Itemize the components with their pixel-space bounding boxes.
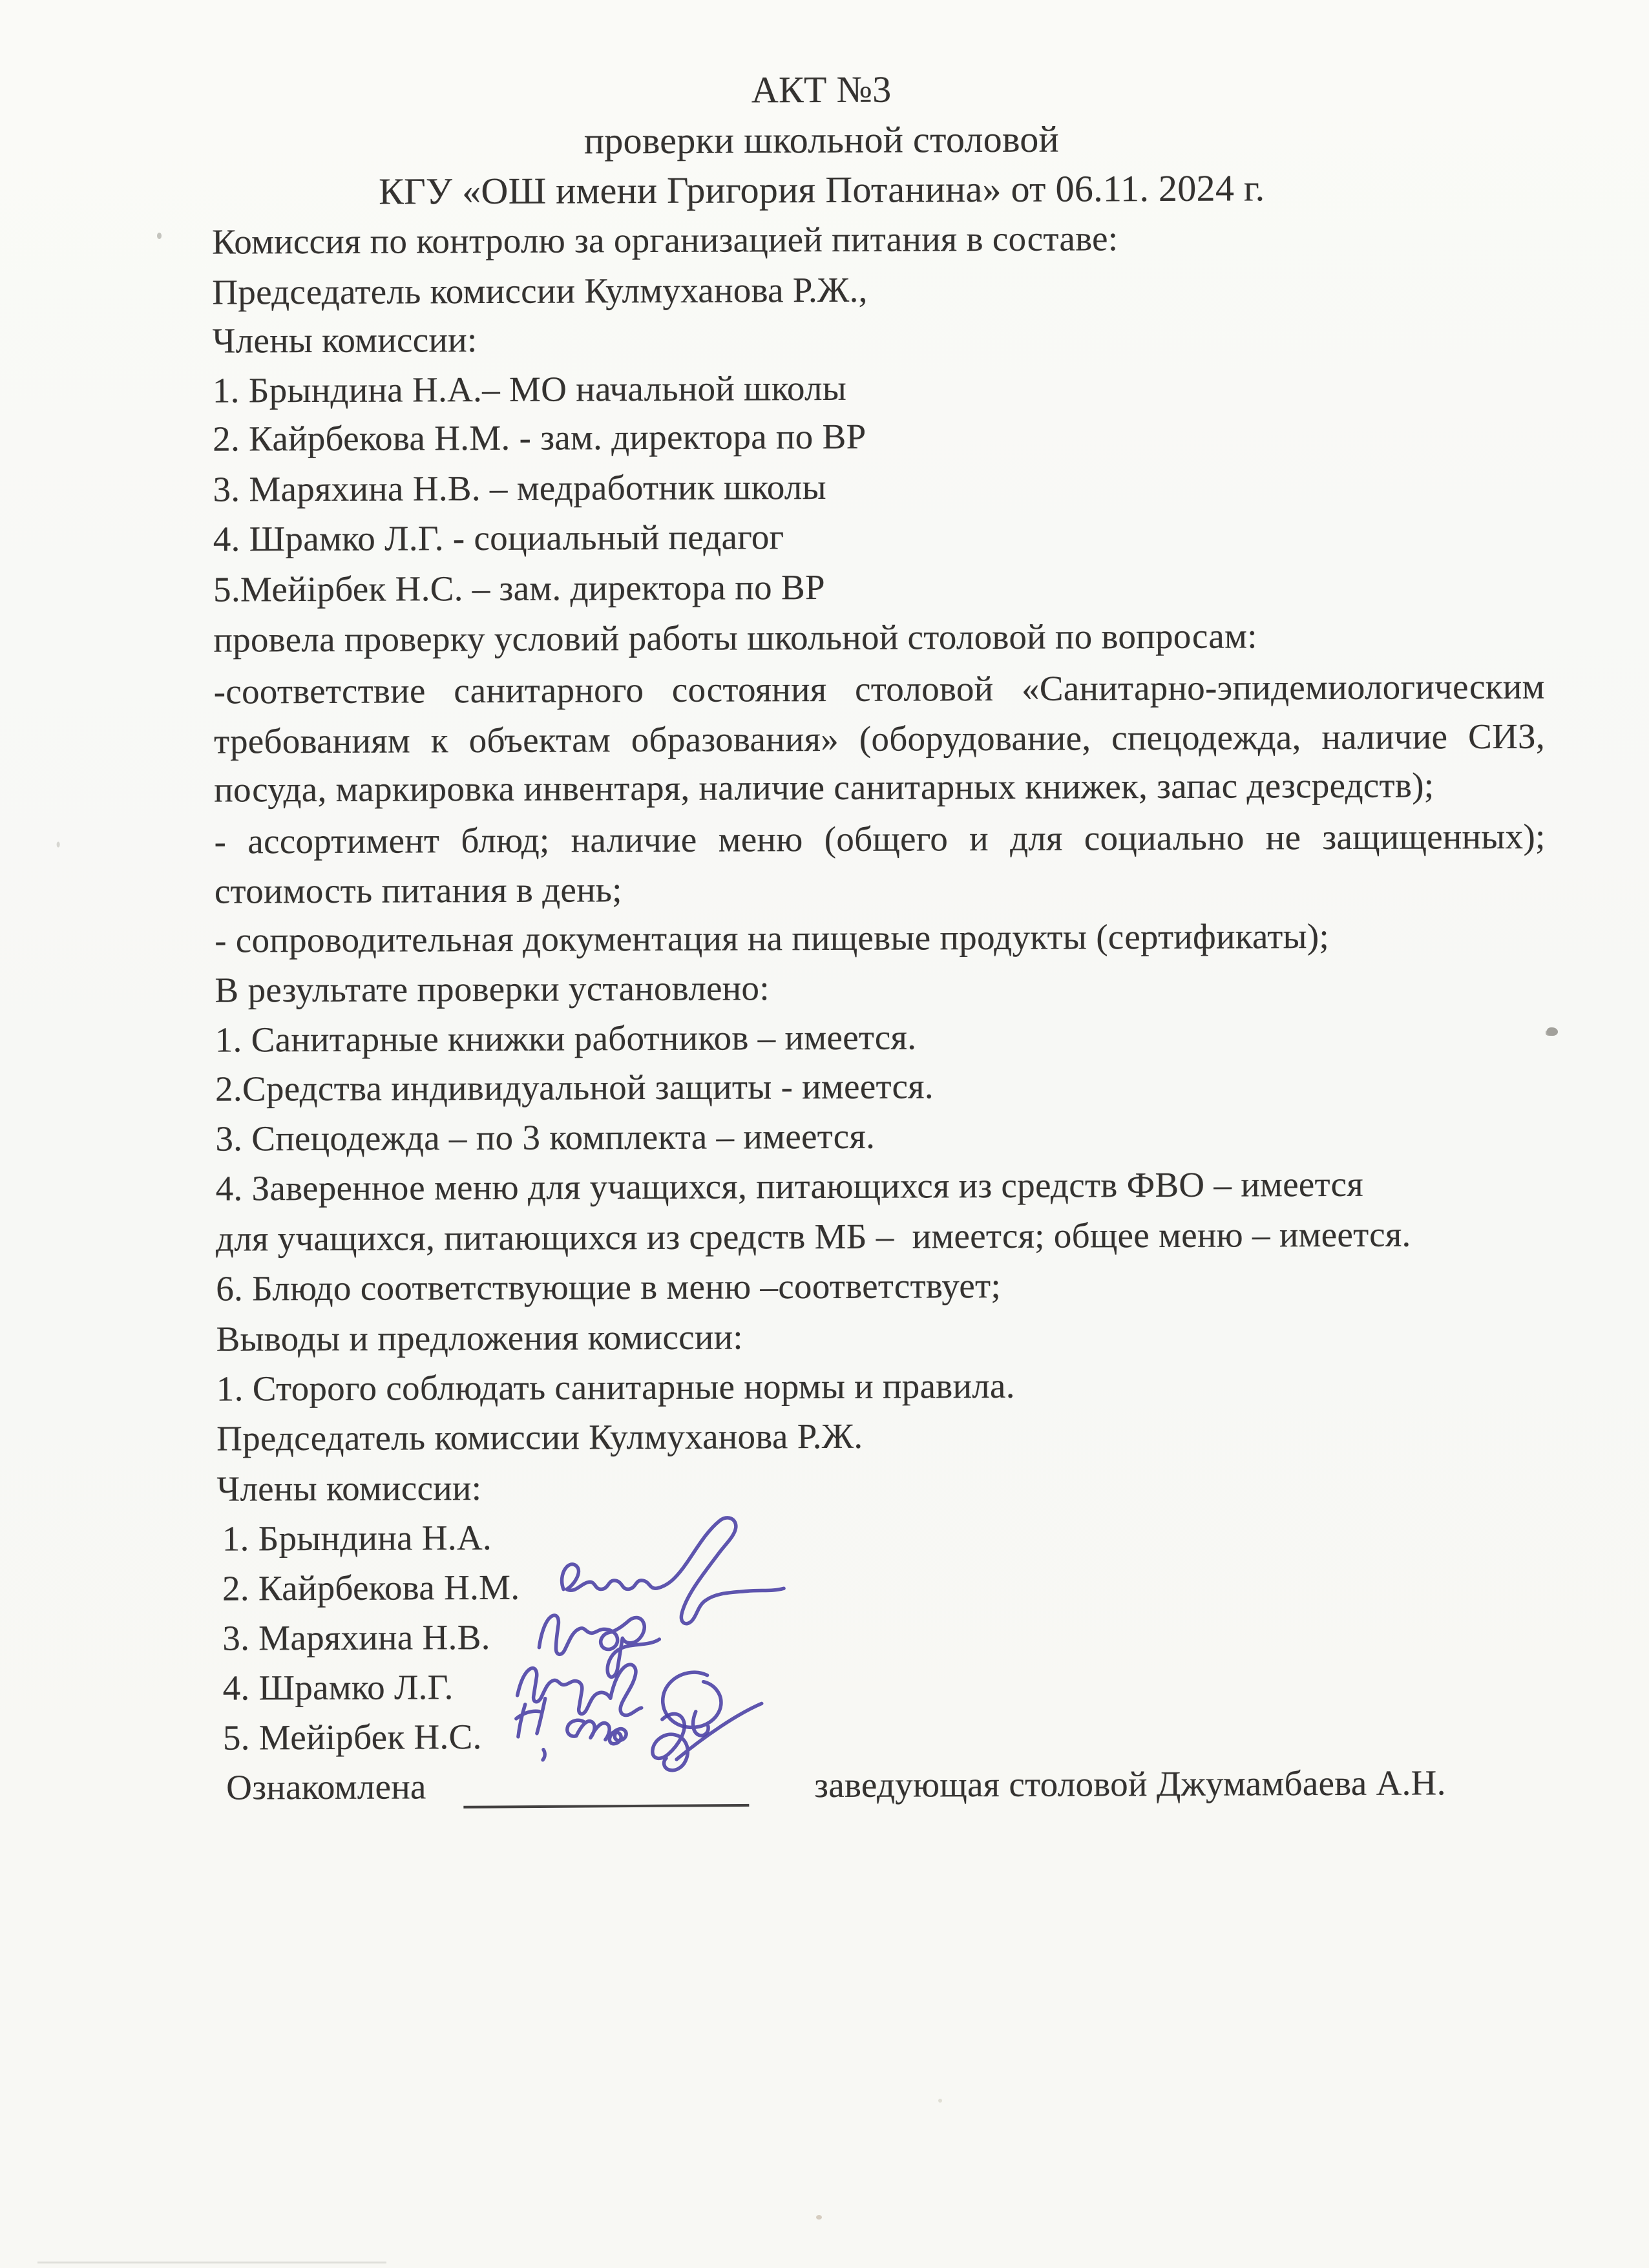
conclusion-item-1: 1. Сторого соблюдать санитарные нормы и правила. — [216, 1365, 1015, 1409]
sign-line-bryndina: 1. Брындина Н.А. — [222, 1517, 492, 1559]
signature-maryakhina — [539, 1615, 659, 1677]
doc-title: АКТ №3 — [751, 68, 892, 111]
scope-line-2: требованиям к объектам образования» (оборудование, спецодежда, наличие СИЗ, — [213, 716, 1546, 761]
scope-line-5: стоимость питания в день; — [214, 870, 622, 911]
result-line-6: 6. Блюдо соответствующие в меню –соответствует; — [216, 1265, 1002, 1308]
signature-kairbekova — [562, 1518, 784, 1624]
commission-chairman: Председатель комиссии Кулмуханова Р.Ж., — [212, 269, 868, 312]
member-line-4: 4. Шрамко Л.Г. - социальный педагог — [213, 517, 784, 559]
conclusions-members-label: Члены комиссии: — [216, 1468, 482, 1509]
member-line-3: 3. Маряхина Н.В. – медработник школы — [213, 467, 826, 509]
signatures-overlay — [448, 1506, 812, 1811]
conclusions-label: Выводы и предложения комиссии: — [216, 1317, 744, 1359]
commission-members-label: Члены комиссии: — [212, 320, 478, 361]
result-line-1: 1. Санитарные книжки работников – имеется. — [215, 1017, 917, 1060]
signature-meiirbek-loop — [653, 1703, 762, 1770]
commission-intro: Комиссия по контролю за организацией питания в составе: — [211, 218, 1119, 262]
scope-line-4: - ассортимент блюд; наличие меню (общего и для социально не защищенных); — [214, 816, 1546, 861]
scope-line-1: -соответствие санитарного состояния столовой «Санитарно-эпидемиологическим — [213, 666, 1545, 711]
scope-line-6: - сопроводительная документация на пищевые продукты (сертификаты); — [215, 916, 1330, 960]
scan-speck — [816, 2215, 822, 2220]
scan-speck — [157, 233, 162, 239]
result-line-4: 4. Заверенное меню для учащихся, питающихся из средств ФВО – имеется — [215, 1164, 1363, 1208]
doc-org-date-line: КГУ «ОШ имени Григория Потанина» от 06.11. 2024 г. — [379, 167, 1265, 213]
scan-edge-artifact — [37, 2262, 386, 2263]
doc-subtitle: проверки школьной столовой — [583, 118, 1060, 162]
sign-line-shramko: 4. Шрамко Л.Г. — [222, 1667, 454, 1708]
signature-shramko-loop — [663, 1672, 722, 1736]
results-label: В результате проверки установлено: — [215, 968, 770, 1010]
member-line-2: 2. Кайрбекова Н.М. - зам. директора по ВР — [213, 416, 867, 459]
result-line-2: 2.Средства индивидуальной защиты - имеется. — [215, 1066, 934, 1109]
conclusions-chairman: Председатель комиссии Кулмуханова Р.Ж. — [216, 1416, 863, 1458]
result-line-5: для учащихся, питающихся из средств МБ – имеется; общее меню – имеется. — [215, 1214, 1411, 1259]
scan-speck — [1547, 1027, 1558, 1036]
acknowledged-label: Ознакомлена — [226, 1767, 426, 1807]
member-line-1: 1. Брындина Н.А.– МО начальной школы — [212, 368, 847, 410]
canteen-manager-line: заведующая столовой Джумамбаева А.Н. — [814, 1763, 1446, 1805]
sign-line-kairbekova: 2. Кайрбекова Н.М. — [222, 1567, 520, 1608]
signature-shramko — [517, 1664, 641, 1716]
inspection-intro: провела проверку условий работы школьной столовой по вопросам: — [213, 616, 1257, 660]
signature-meiirbek — [516, 1698, 627, 1760]
sign-line-meiirbek: 5. Мейірбек Н.С. — [222, 1717, 482, 1758]
member-line-5: 5.Мейірбек Н.С. – зам. директора по ВР — [213, 567, 825, 609]
sign-line-maryakhina: 3. Маряхина Н.В. — [222, 1617, 490, 1658]
scan-speck — [938, 2099, 942, 2103]
scope-line-3: посуда, маркировка инвентаря, наличие санитарных книжек, запас дезсредств); — [214, 765, 1434, 810]
result-line-3: 3. Спецодежда – по 3 комплекта – имеется. — [215, 1116, 876, 1159]
scan-speck — [57, 842, 60, 848]
